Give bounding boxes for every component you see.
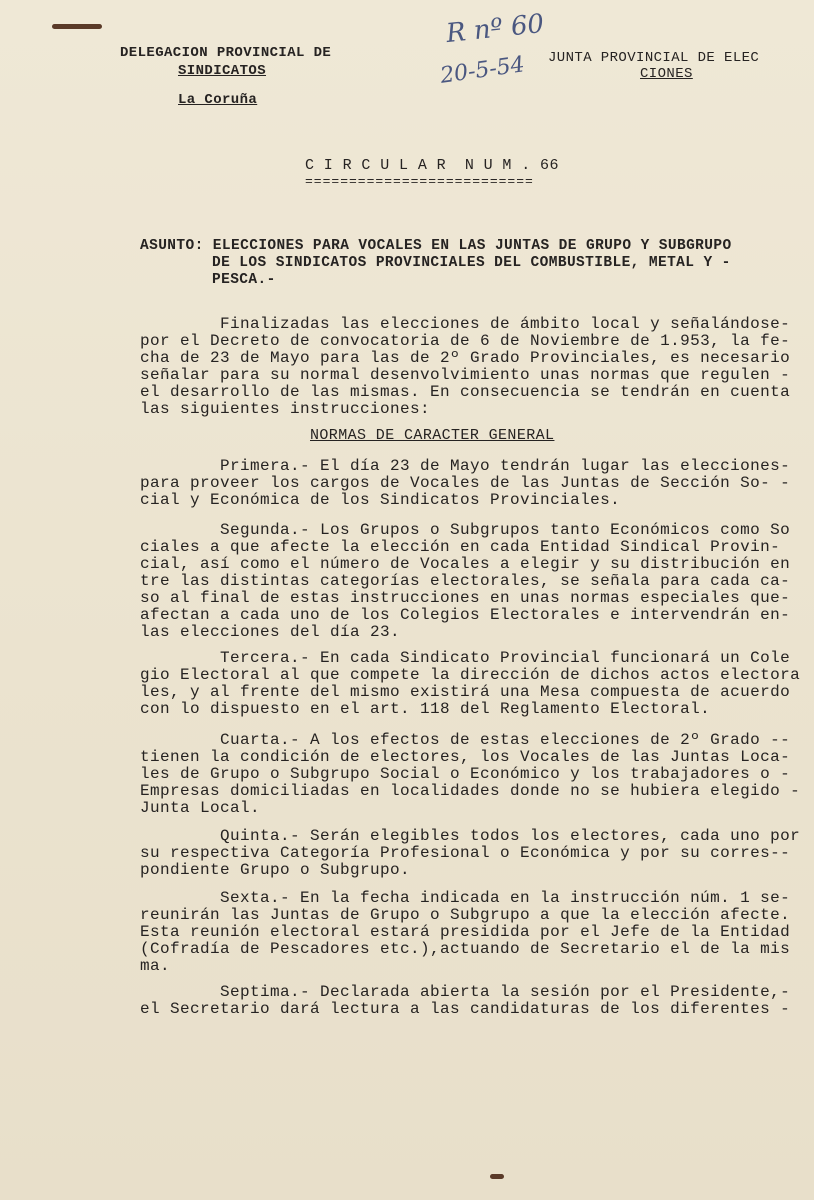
header-ciones: CIONES <box>640 66 693 82</box>
rule-line: tienen la condición de electores, los Vocales de las Juntas Loca- <box>140 748 791 766</box>
rule-line: su respectiva Categoría Profesional o Económica y por su corres-- <box>140 844 791 862</box>
handwritten-reference: R nº 60 <box>444 8 546 50</box>
rule-line: les, y al frente del mismo existirá una Mesa compuesta de acuerdo <box>140 683 791 701</box>
ink-mark-top-left <box>52 24 102 29</box>
rule-line: Esta reunión electoral estará presidida por el Jefe de la Entidad <box>140 923 791 941</box>
rule-line: gio Electoral al que compete la dirección de dichos actos electora <box>140 666 801 684</box>
asunto-line-3: PESCA.- <box>212 272 276 288</box>
header-delegacion: DELEGACION PROVINCIAL DE <box>120 45 332 61</box>
rule-line: afectan a cada uno de los Colegios Electorales e intervendrán en- <box>140 606 791 624</box>
rule-line: Quinta.- Serán elegibles todos los electores, cada uno por <box>140 827 801 845</box>
intro-line: el desarrollo de las mismas. En consecuencia se tendrán en cuenta <box>140 383 791 401</box>
header-sindicatos: SINDICATOS <box>178 63 267 79</box>
section-heading: NORMAS DE CARACTER GENERAL <box>310 427 555 444</box>
rule-line: cial y Económica de los Sindicatos Provinciales. <box>140 491 621 509</box>
intro-line: cha de 23 de Mayo para las de 2º Grado Provinciales, es necesario <box>140 349 791 367</box>
rule-line: so al final de estas instrucciones en unas normas especiales que- <box>140 589 791 607</box>
rule-line: cial, así como el número de Vocales a elegir y su distribución en <box>140 555 791 573</box>
intro-line: Finalizadas las elecciones de ámbito local y señalándose- <box>140 315 791 333</box>
intro-line: por el Decreto de convocatoria de 6 de Noviembre de 1.953, la fe- <box>140 332 791 350</box>
rule-line: reunirán las Juntas de Grupo o Subgrupo a que la elección afecte. <box>140 906 791 924</box>
intro-line: señalar para su normal desenvolvimiento unas normas que regulen - <box>140 366 791 384</box>
rule-line: Empresas domiciliadas en localidades donde no se hubiera elegido - <box>140 782 801 800</box>
rule-line: Tercera.- En cada Sindicato Provincial funcionará un Cole <box>140 649 791 667</box>
rule-line: ciales a que afecte la elección en cada Entidad Sindical Provin- <box>140 538 781 556</box>
header-la-coruna: La Coruña <box>178 92 258 108</box>
rule-line: Primera.- El día 23 de Mayo tendrán lugar las elecciones- <box>140 457 791 475</box>
rule-line: las elecciones del día 23. <box>140 623 401 641</box>
rule-line: Sexta.- En la fecha indicada en la instrucción núm. 1 se- <box>140 889 791 907</box>
rule-line: Junta Local. <box>140 799 261 817</box>
circular-title: C I R C U L A R N U M . 66 <box>305 157 559 174</box>
ink-mark-bottom <box>490 1174 504 1179</box>
rule-line: ma. <box>140 957 171 975</box>
handwritten-date: 20-5-54 <box>438 52 527 89</box>
rule-line: Segunda.- Los Grupos o Subgrupos tanto Económicos como So <box>140 521 791 539</box>
rule-line: (Cofradía de Pescadores etc.),actuando de Secretario el de la mis <box>140 940 791 958</box>
rule-line: tre las distintas categorías electorales, se señala para cada ca- <box>140 572 791 590</box>
rule-line: pondiente Grupo o Subgrupo. <box>140 861 411 879</box>
rule-line: Cuarta.- A los efectos de estas elecciones de 2º Grado -- <box>140 731 791 749</box>
circular-title-rule: ========================== <box>305 174 534 189</box>
asunto-line-2: DE LOS SINDICATOS PROVINCIALES DEL COMBUSTIBLE, METAL Y - <box>212 255 731 271</box>
rule-line: Septima.- Declarada abierta la sesión por el Presidente,- <box>140 983 791 1001</box>
rule-line: les de Grupo o Subgrupo Social o Económico y los trabajadores o - <box>140 765 791 783</box>
intro-line: las siguientes instrucciones: <box>140 400 431 418</box>
rule-line: el Secretario dará lectura a las candidaturas de los diferentes - <box>140 1000 791 1018</box>
asunto-line-1: ASUNTO: ELECCIONES PARA VOCALES EN LAS JUNTAS DE GRUPO Y SUBGRUPO <box>140 238 732 254</box>
rule-line: para proveer los cargos de Vocales de las Juntas de Sección So- - <box>140 474 791 492</box>
rule-line: con lo dispuesto en el art. 118 del Reglamento Electoral. <box>140 700 711 718</box>
header-junta: JUNTA PROVINCIAL DE ELEC <box>548 50 760 66</box>
